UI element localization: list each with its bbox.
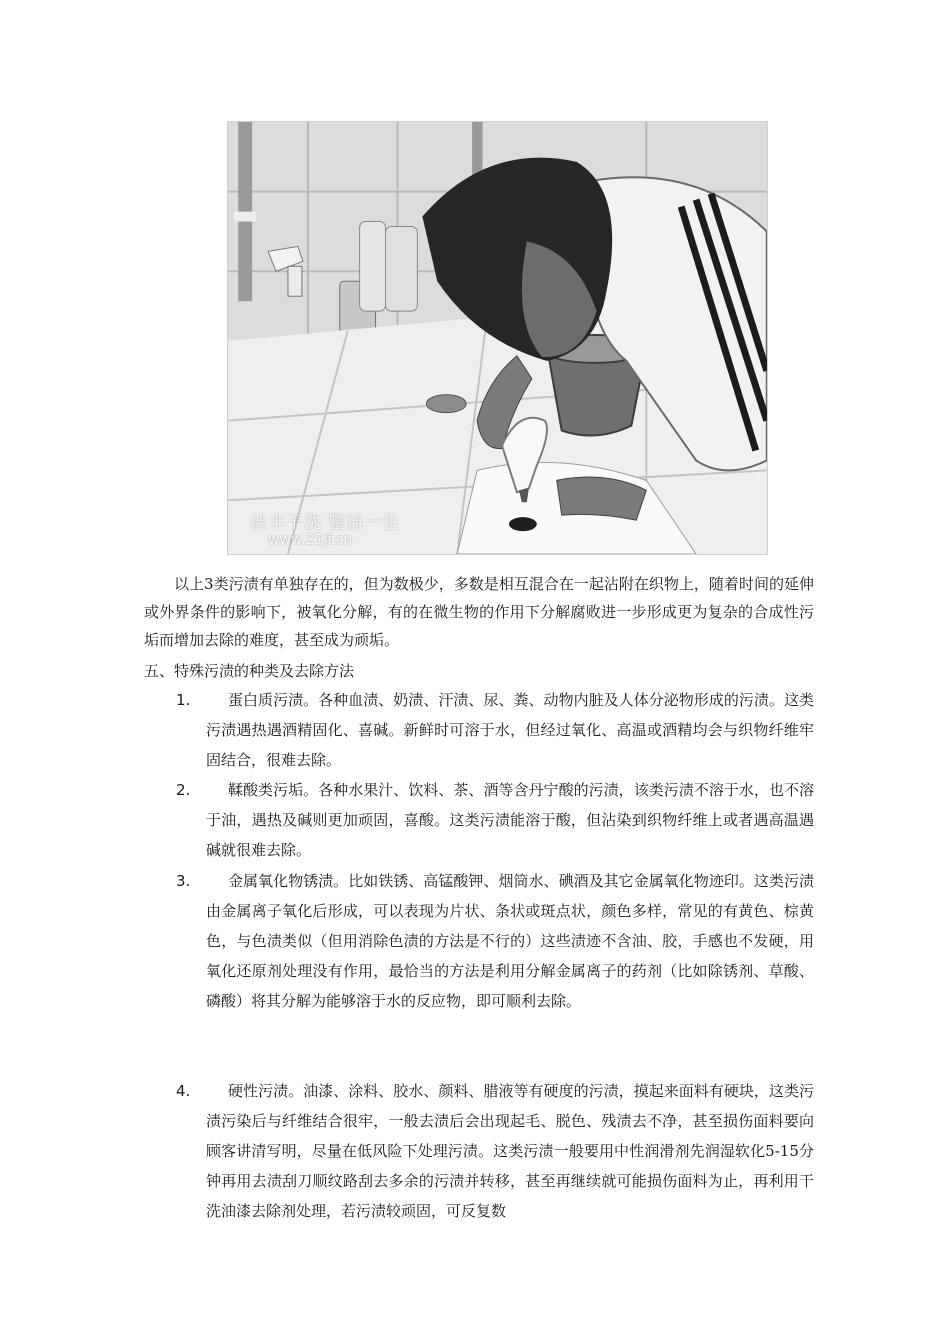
section-heading: 五、特殊污渍的种类及去除方法 (144, 662, 355, 680)
list-item (176, 685, 816, 775)
list-item-text: 金属氧化物锈渍。比如铁锈、高锰酸钾、烟筒水、碘酒及其它金属氧化物迹印。这类污渍由金属离子氧化后形成，可以表现为片状、条状或斑点状，颜色多样，常见的有黄色、棕黄色，与色渍类似（但用消除色渍的方法是不行的）这些渍迹不含油、胶，手感也不发硬，用氧化还原剂处理没有作用，最恰当的方法是利用分解金属离子的药剂（比如除锈剂、草酸、磷酸）将其分解为能够溶于水的反应物，即可顺利去除。 (206, 872, 814, 1010)
list-item-text: 硬性污渍。油漆、涂料、胶水、颜料、腊液等有硬度的污渍，摸起来面料有硬块，这类污渍污染后与纤维结合很牢，一般去渍后会出现起毛、脱色、残渍去不净，甚至损伤面料要向顾客讲清写明，尽量在低风险下处理污渍。这类污渍一般要用中性润滑剂先润湿软化5-15分钟再用去渍刮刀顺纹路刮去多余的污渍并转移，甚至再继续就可能损伤面料为止，再利用干洗油漆去除剂处理，若污渍较顽固，可反复数 (206, 1082, 814, 1220)
list-item (176, 1076, 816, 1226)
list-item-number: 2. (176, 781, 191, 799)
list-item-text: 鞣酸类污垢。各种水果汁、饮料、茶、酒等含丹宁酸的污渍，该类污渍不溶于水，也不溶于油，遇热及碱则更加顽固，喜酸。这类污渍能溶于酸，但沾染到织物纤维上或者遇高温遇碱就很难去除。 (206, 781, 814, 859)
stain-removal-photo (227, 121, 768, 555)
list-item (176, 866, 816, 1016)
watermark-slogan: 洁丰干洗 整洁一生 (250, 513, 401, 533)
list-item-number: 3. (176, 872, 191, 890)
intro-paragraph: 以上3类污渍有单独存在的，但为数极少，多数是相互混合在一起沾附在织物上，随着时间的延伸或外界条件的影响下，被氧化分解，有的在微生物的作用下分解腐败进一步形成更为复杂的合成性污垢而增加去除的难度，甚至成为顽垢。 (144, 575, 814, 649)
photo-illustration (228, 122, 767, 554)
list-item-number: 1. (176, 691, 191, 709)
list-item-number: 4. (176, 1082, 191, 1100)
list-item (176, 775, 816, 865)
watermark-url: www.21jf.cn (268, 532, 353, 548)
list-item-text: 蛋白质污渍。各种血渍、奶渍、汗渍、尿、粪、动物内脏及人体分泌物形成的污渍。这类污渍遇热遇酒精固化、喜碱。新鲜时可溶于水，但经过氧化、高温或酒精均会与织物纤维牢固结合，很难去除。 (206, 691, 814, 769)
